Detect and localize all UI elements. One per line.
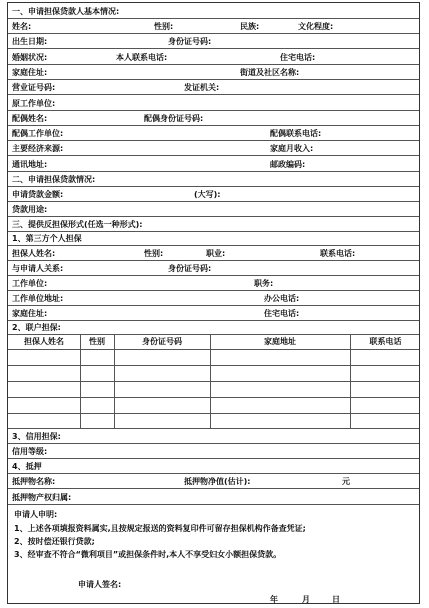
date-month: 月 — [302, 595, 310, 604]
label-credit-level: 信用等级: — [12, 447, 48, 456]
row-spouse-name — [8, 111, 419, 126]
row-work-unit — [8, 276, 419, 291]
label-amount: 申请贷款金额: — [12, 190, 64, 199]
joint-header-gender: 性别 — [89, 337, 105, 346]
label-marital: 婚姻状况: — [12, 53, 48, 62]
row-credit-level — [8, 444, 419, 459]
section2-title: 二、申请担保贷款情况: — [12, 175, 96, 184]
row-income — [8, 141, 419, 156]
label-third-party: 1、第三方个人担保 — [12, 234, 82, 243]
section1-title: 一、申请担保贷款人基本情况: — [12, 7, 120, 16]
label-mail-addr: 通讯地址: — [12, 160, 48, 169]
row-birth — [8, 34, 419, 49]
row-joint — [8, 321, 419, 335]
label-ethnicity: 民族: — [240, 22, 260, 31]
row-orig-unit — [8, 95, 419, 111]
label-id-no: 身份证号码: — [168, 37, 212, 46]
date-year: 年 — [270, 595, 278, 604]
label-issuer: 发证机关: — [184, 83, 220, 92]
joint-guarantee-table — [8, 335, 419, 429]
row-name — [8, 19, 419, 34]
label-income-source: 主要经济来源: — [12, 144, 64, 153]
label-credit: 3、信用担保: — [12, 432, 61, 441]
label-guarantor-phone: 联系电话: — [320, 249, 356, 258]
label-orig-unit: 原工作单位: — [12, 99, 56, 108]
row-spouse-unit — [8, 126, 419, 141]
declaration-item: 3、经审查不符合“微利项目”或担保条件时,本人不享受妇女小额担保贷款。 — [14, 550, 282, 559]
row-mortgage-name — [8, 474, 419, 489]
row-mortgage — [8, 459, 419, 474]
joint-row-line — [8, 365, 419, 366]
row-home-addr — [8, 306, 419, 321]
row-marital — [8, 49, 419, 65]
declaration-item: 2、按时偿还银行贷款; — [14, 537, 95, 546]
row-third-party — [8, 232, 419, 246]
label-joint: 2、联户担保: — [12, 323, 61, 332]
row-license — [8, 80, 419, 95]
label-mortgage-name: 抵押物名称: — [12, 477, 56, 486]
joint-row-line — [8, 413, 419, 414]
declaration-item: 1、上述各项填报资料属实,且按规定报送的资料复印件可留存担保机构作备查凭证; — [14, 524, 306, 533]
row-address — [8, 65, 419, 80]
label-postcode: 邮政编码: — [270, 160, 306, 169]
label-home-phone: 住宅电话: — [280, 53, 316, 62]
label-guarantor-job: 职业: — [206, 249, 226, 258]
label-mortgage-owner: 抵押物产权归属: — [12, 493, 72, 502]
label-mortgage: 4、抵押 — [12, 462, 42, 471]
label-mortgage-value: 抵押物净值(估计): — [184, 477, 251, 486]
label-monthly-income: 家庭月收入: — [270, 144, 314, 153]
row-unit-addr — [8, 291, 419, 306]
label-unit-addr: 工作单位地址: — [12, 294, 64, 303]
label-license-no: 营业证号码: — [12, 83, 56, 92]
label-home-addr: 家庭住址: — [12, 309, 48, 318]
label-mobile: 本人联系电话: — [116, 53, 168, 62]
section3-title: 三、提供反担保形式(任选一种形式): — [12, 220, 143, 229]
label-position: 职务: — [254, 279, 274, 288]
signature-label: 申请人签名: — [78, 580, 122, 589]
row-mail — [8, 156, 419, 172]
label-birth: 出生日期: — [12, 37, 48, 46]
label-relation: 与申请人关系: — [12, 264, 64, 273]
label-guarantor-gender: 性别: — [144, 249, 164, 258]
label-guarantor-id: 身份证号码: — [168, 264, 212, 273]
row-guarantor — [8, 246, 419, 261]
label-spouse-phone: 配偶联系电话: — [270, 129, 322, 138]
label-community: 街道及社区名称: — [240, 68, 300, 77]
label-spouse-name: 配偶姓名: — [12, 114, 48, 123]
label-guarantor-home-phone: 住宅电话: — [264, 309, 300, 318]
section1-title-row — [8, 3, 419, 19]
row-amount — [8, 187, 419, 202]
label-address: 家庭住址: — [12, 68, 48, 77]
label-spouse-id: 配偶身份证号码: — [144, 114, 204, 123]
label-capital: (大写): — [194, 190, 221, 199]
label-office-phone: 办公电话: — [264, 294, 300, 303]
label-yuan: 元 — [342, 477, 350, 486]
row-mortgage-owner — [8, 489, 419, 505]
row-relation — [8, 261, 419, 276]
joint-header-address: 家庭地址 — [264, 337, 296, 346]
joint-row-line — [8, 349, 419, 350]
declaration-title: 申请人申明: — [14, 510, 58, 519]
joint-header-phone: 联系电话 — [369, 337, 402, 346]
label-gender: 性别: — [154, 22, 174, 31]
row-purpose — [8, 202, 419, 217]
row-credit — [8, 429, 419, 444]
label-spouse-unit: 配偶工作单位: — [12, 129, 64, 138]
date-day: 日 — [332, 595, 340, 604]
joint-row-line — [8, 397, 419, 398]
joint-row-line — [8, 381, 419, 382]
label-name: 姓名: — [12, 22, 32, 31]
joint-header-name: 担保人姓名 — [24, 337, 64, 346]
joint-header-id: 身份证号码 — [142, 337, 182, 346]
label-education: 文化程度: — [298, 22, 334, 31]
label-purpose: 贷款用途: — [12, 205, 48, 214]
loan-application-form — [7, 2, 420, 604]
declaration-block — [8, 505, 419, 604]
section2-title-row — [8, 172, 419, 187]
label-guarantor-name: 担保人姓名: — [12, 249, 56, 258]
section3-title-row — [8, 217, 419, 232]
label-work-unit: 工作单位: — [12, 279, 48, 288]
